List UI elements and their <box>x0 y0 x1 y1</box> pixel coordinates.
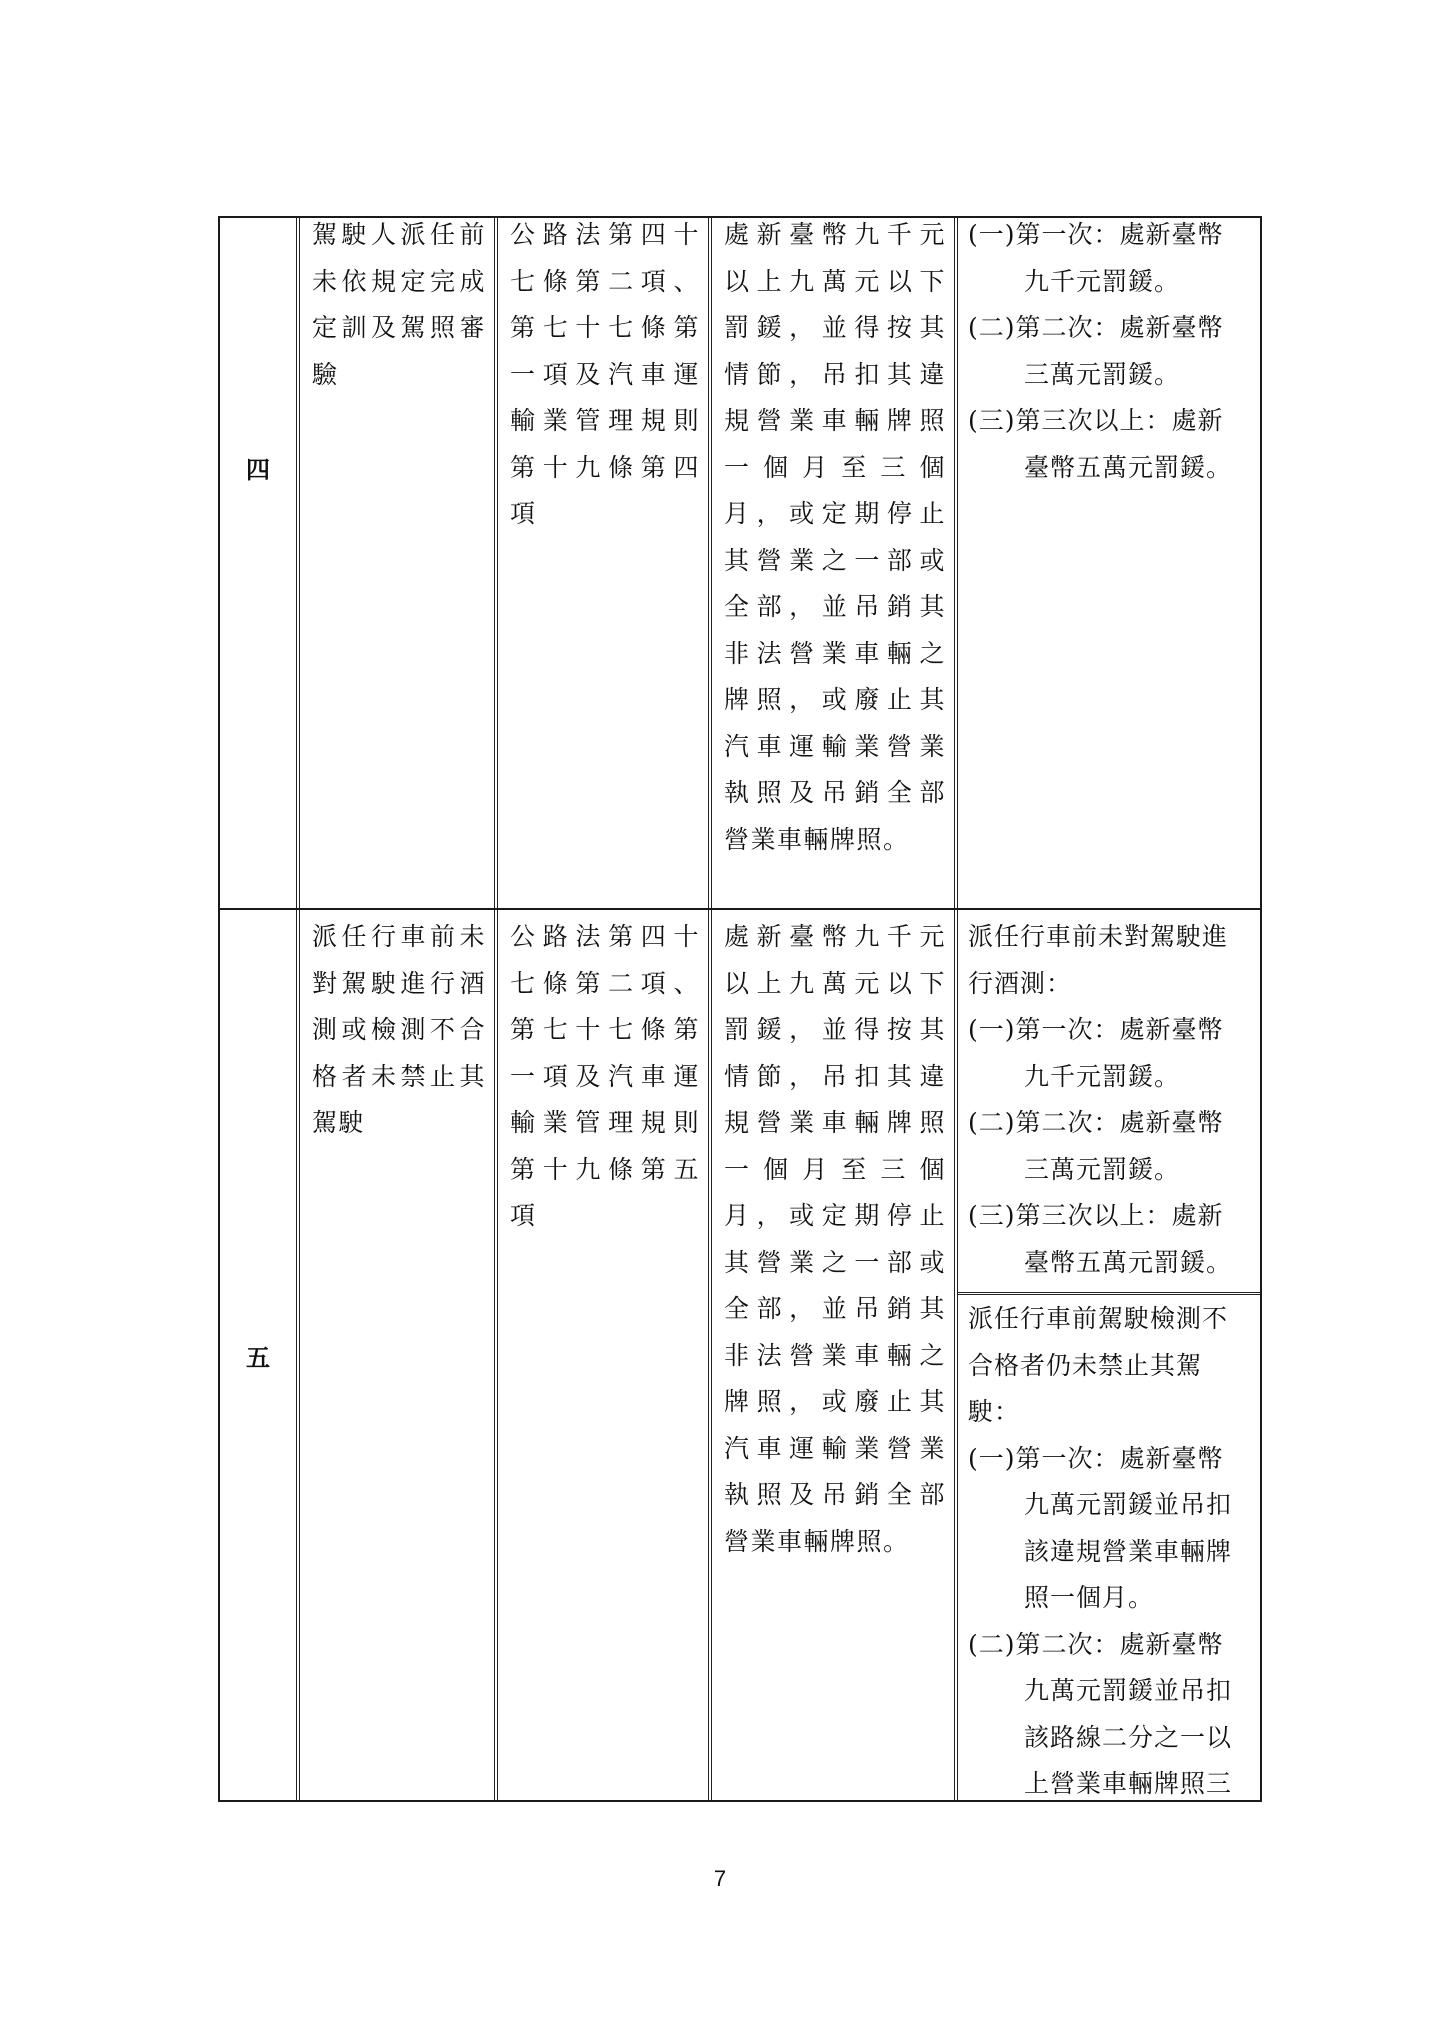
violation-item-text <box>312 212 486 398</box>
text-line: 七條第二項、 <box>510 968 700 998</box>
text-line: 執照及吊銷全部 <box>724 778 946 807</box>
text-line: 汽車運輸業營業 <box>724 731 946 761</box>
standard-item-cont: 九萬元罰鍰並吊扣 <box>1024 1490 1233 1519</box>
standard-item-head: (二)第二次：處新臺幣 <box>968 313 1224 342</box>
text-line: 情節，吊扣其違 <box>724 1061 946 1091</box>
standard-item-cont: 照一個月。 <box>1024 1583 1155 1612</box>
standard-item-cont: 三萬元罰鍰。 <box>1024 359 1181 389</box>
text-line: 駕駛 <box>312 1108 366 1137</box>
penalty-range-cell <box>712 218 958 908</box>
text-line: 測或檢測不合 <box>312 1015 486 1044</box>
text-line: 處新臺幣九千元 <box>724 922 946 951</box>
text-line: 牌照，或廢止其 <box>724 1387 946 1416</box>
standard-intro: 派任行車前未對駕駛進 <box>968 922 1229 951</box>
text-line: 輸業管理規則 <box>510 1108 700 1137</box>
text-line: 第七十七條第 <box>510 1015 700 1044</box>
row-number: 四 <box>246 455 270 484</box>
text-line: 罰鍰，並得按其 <box>724 313 946 342</box>
text-line: 格者未禁止其 <box>312 1061 486 1091</box>
standard-item-cont: 九千元罰鍰。 <box>1024 1061 1181 1091</box>
text-line: 第十九條第四 <box>510 452 700 482</box>
text-line: 公路法第四十 <box>510 922 700 951</box>
standard-item-cont: 上營業車輛牌照三 <box>1024 1769 1233 1798</box>
page-number: 7 <box>713 1866 727 1891</box>
violation-item-text <box>312 914 486 1147</box>
penalty-standard-cell <box>958 218 1260 908</box>
text-line: 處新臺幣九千元 <box>724 220 946 249</box>
text-line: 一項及汽車運 <box>510 359 700 389</box>
legal-basis-cell <box>498 910 712 1800</box>
text-line: 非法營業車輛之 <box>724 638 946 668</box>
text-line: 派任行車前未 <box>312 922 486 951</box>
text-line: 以上九萬元以下 <box>724 266 946 296</box>
violation-item-cell <box>300 218 498 908</box>
text-line: 月，或定期停止 <box>724 499 946 528</box>
text-line: 駕駛人派任前 <box>312 220 486 249</box>
text-line: 一個月至三個 <box>724 1154 946 1184</box>
text-line: 罰鍰，並得按其 <box>724 1015 946 1044</box>
standard-item-head: (二)第二次：處新臺幣 <box>968 1629 1224 1659</box>
text-line: 情節，吊扣其違 <box>724 359 946 389</box>
standard-item-head: (二)第二次：處新臺幣 <box>968 1108 1224 1137</box>
text-line: 驗 <box>312 359 339 389</box>
text-line: 全部，並吊銷其 <box>724 1294 946 1323</box>
penalty-range-text <box>724 212 946 863</box>
text-line: 執照及吊銷全部 <box>724 1480 946 1509</box>
standard-item-cont: 九千元罰鍰。 <box>1024 266 1181 296</box>
text-line: 月，或定期停止 <box>724 1201 946 1230</box>
standard-item-cont: 臺幣五萬元罰鍰。 <box>1024 1247 1233 1277</box>
standard-item-cont: 三萬元罰鍰。 <box>1024 1154 1181 1184</box>
text-line: 非法營業車輛之 <box>724 1340 946 1370</box>
table-row <box>220 218 1260 910</box>
text-line: 項 <box>510 499 537 528</box>
legal-basis-cell <box>498 218 712 908</box>
text-line: 第十九條第五 <box>510 1154 700 1184</box>
standard-intro: 行酒測： <box>968 968 1073 998</box>
text-line: 全部，並吊銷其 <box>724 592 946 621</box>
standard-item-head: (三)第三次以上：處新 <box>968 406 1224 435</box>
standard-item-cont: 該路線二分之一以 <box>1024 1722 1233 1752</box>
penalty-range-cell <box>712 910 958 1800</box>
standard-item-head: (三)第三次以上：處新 <box>968 1201 1224 1230</box>
text-line: 其營業之一部或 <box>724 545 946 575</box>
text-line: 其營業之一部或 <box>724 1247 946 1277</box>
standard-item-head: (一)第一次：處新臺幣 <box>968 1443 1224 1473</box>
text-line: 一個月至三個 <box>724 452 946 482</box>
text-line: 對駕駛進行酒 <box>312 968 486 998</box>
table-row <box>220 910 1260 1800</box>
row-number-cell <box>220 910 300 1800</box>
text-line: 第七十七條第 <box>510 313 700 342</box>
violation-item-cell <box>300 910 498 1800</box>
text-line: 項 <box>510 1201 537 1230</box>
penalty-standard-cell <box>958 910 1260 1800</box>
standard-intro: 駛： <box>968 1397 1021 1426</box>
standard-item-head: (一)第一次：處新臺幣 <box>968 220 1224 249</box>
standard-item-cont: 九萬元罰鍰並吊扣 <box>1024 1676 1233 1705</box>
standard-intro: 合格者仍未禁止其駕 <box>968 1350 1203 1380</box>
penalty-standard-text <box>968 212 1254 491</box>
penalty-range-text <box>724 914 946 1565</box>
text-line: 規營業車輛牌照 <box>724 1108 946 1137</box>
penalty-standard-failed-test <box>968 1296 1254 1808</box>
penalty-table <box>218 216 1262 1802</box>
legal-basis-text <box>510 914 700 1240</box>
row-number-cell <box>220 218 300 908</box>
text-line: 牌照，或廢止其 <box>724 685 946 714</box>
legal-basis-text <box>510 212 700 538</box>
text-line: 營業車輛牌照。 <box>724 1526 910 1556</box>
text-line: 以上九萬元以下 <box>724 968 946 998</box>
text-line: 一項及汽車運 <box>510 1061 700 1091</box>
penalty-standard-alcohol-test <box>968 914 1254 1286</box>
text-line: 輸業管理規則 <box>510 406 700 435</box>
text-line: 公路法第四十 <box>510 220 700 249</box>
row-number: 五 <box>246 1343 270 1372</box>
standard-item-head: (一)第一次：處新臺幣 <box>968 1015 1224 1044</box>
text-line: 汽車運輸業營業 <box>724 1433 946 1463</box>
standard-item-cont: 該違規營業車輛牌 <box>1024 1536 1233 1566</box>
standard-intro: 派任行車前駕駛檢測不 <box>968 1304 1229 1333</box>
text-line: 規營業車輛牌照 <box>724 406 946 435</box>
text-line: 七條第二項、 <box>510 266 700 296</box>
standard-item-cont: 臺幣五萬元罰鍰。 <box>1024 452 1233 482</box>
text-line: 定訓及駕照審 <box>312 313 486 342</box>
text-line: 營業車輛牌照。 <box>724 824 910 854</box>
text-line: 未依規定完成 <box>312 266 486 296</box>
sub-cell-divider <box>958 1292 1260 1295</box>
